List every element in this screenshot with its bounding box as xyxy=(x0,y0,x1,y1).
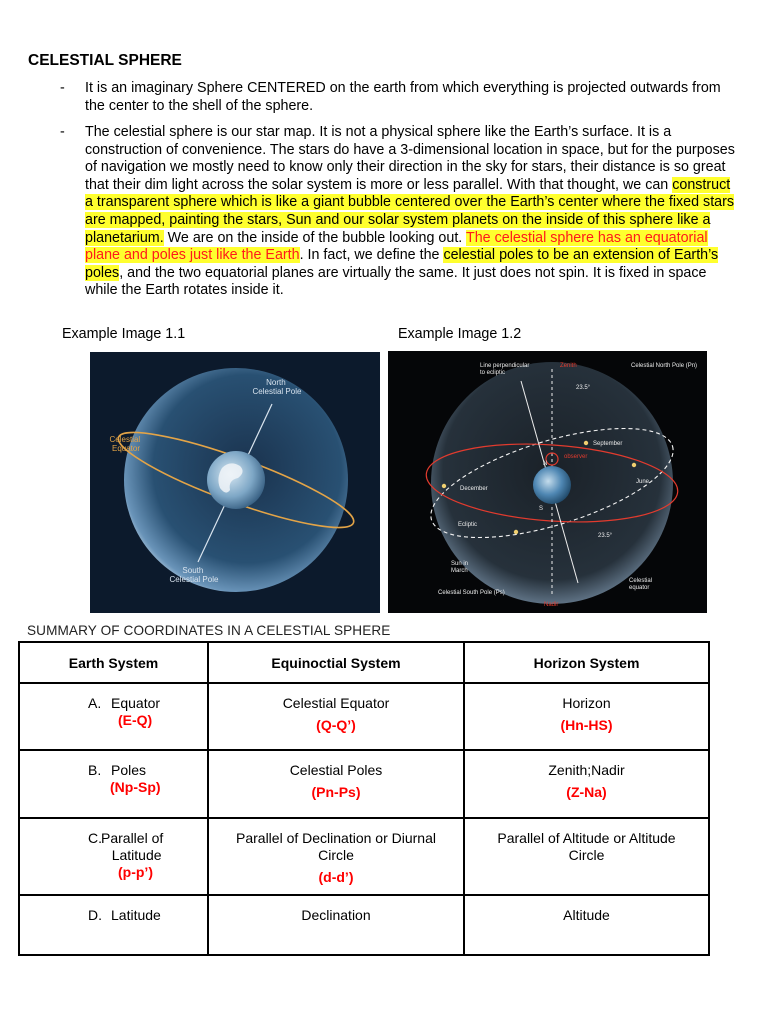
row-letter: B. xyxy=(88,762,102,778)
earth-term: Latitude xyxy=(111,907,161,923)
highlighted-segment: construct a transparent sphere which is like a giant bubble centered over the Earth’s center where the fixed stars are mapped, painting the stars, Sun and our solar system planets on the inside of this sphere like a planetarium. xyxy=(85,176,735,246)
earth-term-line: Latitude xyxy=(111,847,162,863)
label-observer: observer xyxy=(564,454,588,460)
horizon-term: Horizon xyxy=(562,695,611,711)
bullet-dash: - xyxy=(60,80,65,96)
paragraph-segment: The celestial sphere is our star map. It is not a physical sphere like the Earth’s surface. It is a construction of convenience. The stars do have a 3-dimensional location in space, but for the purposes of navigation we mostly need to know only their direction in the sky for stars, their distance is so great that their dim light across the solar system is more or less parallel. With that thought, we can xyxy=(85,124,735,193)
table-cell-equinoctial xyxy=(208,750,464,818)
horizon-term-line: Parallel of Altitude or Altitude xyxy=(497,830,676,846)
horizon-code: (Z-Na) xyxy=(566,784,607,800)
bullet-text-2 xyxy=(85,124,740,300)
label-celestial-north-pole: Celestial North Pole (Pn) xyxy=(631,363,698,369)
horizon-code: (Hn-HS) xyxy=(560,717,613,733)
table-cell-earth xyxy=(19,750,208,818)
table-cell-earth xyxy=(19,818,208,895)
label-september: September xyxy=(593,441,623,447)
table-cell-equinoctial xyxy=(208,818,464,895)
row-letter: A. xyxy=(88,695,102,711)
table-row xyxy=(19,683,709,750)
label-nadir: Nadir xyxy=(544,602,559,608)
celestial-sphere-image-2 xyxy=(388,351,707,613)
label-celestial-equator: Celestial equator xyxy=(629,578,653,591)
label-december: December xyxy=(460,486,488,492)
table-header-equinoctial-system: Equinoctial System xyxy=(208,642,464,683)
table-cell-horizon xyxy=(464,683,709,750)
bullet-item-1 xyxy=(60,80,740,115)
equinoctial-term: Celestial Poles xyxy=(289,762,383,778)
equinoctial-term-line: Parallel of Declination or Diurnal xyxy=(236,830,436,846)
image-caption-1: Example Image 1.1 xyxy=(62,326,186,342)
paragraph-segment: , and the two equatorial planes are virtually the same. It just does not spin. It is fixed in space while the Earth rotates inside it. xyxy=(85,264,707,299)
label-angle-bottom: 23.5° xyxy=(598,533,613,539)
label-line-perpendicular: Line perpendicular to ecliptic xyxy=(480,363,530,376)
bullet-dash: - xyxy=(60,124,65,140)
label-celestial-south-pole: Celestial South Pole (Ps) xyxy=(438,590,505,596)
label-north-celestial-pole: North Celestial Pole xyxy=(252,378,302,396)
celestial-sphere-image-1 xyxy=(90,352,380,613)
row-letter: D. xyxy=(88,907,102,923)
label-june: June xyxy=(636,479,650,485)
paragraph-segment: We are on the inside of the bubble looking out. xyxy=(163,229,466,246)
bullet-item-2 xyxy=(60,124,740,300)
equinoctial-term xyxy=(209,819,463,864)
table-row xyxy=(19,750,709,818)
label-sun-in-march: Sun in March xyxy=(451,561,469,574)
equinoctial-code: (d-d’) xyxy=(318,869,354,885)
equinoctial-code: (Q-Q’) xyxy=(316,717,356,733)
earth-term-line: Parallel of xyxy=(101,830,164,846)
earth-term xyxy=(101,830,163,864)
bullet-text-1: It is an imaginary Sphere CENTERED on the earth from which everything is projected outwards from the center to the shell of the sphere. xyxy=(85,80,721,114)
table-cell-horizon xyxy=(464,895,709,955)
table-cell-equinoctial xyxy=(208,683,464,750)
horizon-term: Zenith;Nadir xyxy=(548,762,625,778)
table-row xyxy=(19,895,709,955)
label-s: S xyxy=(539,506,544,512)
paragraph-segment: . In fact, we define the xyxy=(299,247,444,264)
horizon-term-line: Circle xyxy=(568,847,605,863)
label-angle-top: 23.5° xyxy=(576,385,591,391)
celestial-sphere-illustration-1 xyxy=(90,352,380,613)
earth-code: (Np-Sp) xyxy=(110,779,161,795)
earth-term: Equator xyxy=(111,695,161,711)
coordinates-table xyxy=(18,641,710,956)
summary-title: SUMMARY OF COORDINATES IN A CELESTIAL SPHERE xyxy=(27,623,391,638)
label-celestial-equator: Celestial Equator xyxy=(109,435,141,453)
earth-code: (p-p’) xyxy=(118,864,153,880)
horizon-term: Altitude xyxy=(563,907,610,923)
table-cell-horizon xyxy=(464,750,709,818)
earth-globe xyxy=(533,466,571,504)
earth-globe xyxy=(207,451,265,509)
label-n: N xyxy=(543,461,548,467)
earth-code: (E-Q) xyxy=(118,712,153,728)
table-header-row xyxy=(19,642,709,683)
table-cell-earth xyxy=(19,895,208,955)
equinoctial-term-line: Circle xyxy=(318,847,354,863)
table-cell-equinoctial xyxy=(208,895,464,955)
label-south-celestial-pole: South Celestial Pole xyxy=(169,566,219,584)
horizon-term xyxy=(465,819,708,864)
label-ecliptic: Ecliptic xyxy=(458,522,478,528)
equinoctial-term: Declination xyxy=(301,907,371,923)
table-header-earth-system: Earth System xyxy=(19,642,208,683)
table-cell-earth xyxy=(19,683,208,750)
equinoctial-term: Celestial Equator xyxy=(282,695,390,711)
highlighted-red-segment: The celestial sphere has an equatorial plane and poles just like the Earth xyxy=(85,229,708,264)
row-letter: C. xyxy=(88,830,102,846)
highlighted-segment: celestial poles to be an extension of Earth’s poles xyxy=(85,247,719,281)
page-title: CELESTIAL SPHERE xyxy=(28,52,182,69)
table-header-horizon-system: Horizon System xyxy=(464,642,709,683)
celestial-sphere-illustration-2 xyxy=(388,351,707,613)
label-zenith: Zenith xyxy=(560,363,577,369)
table-cell-horizon xyxy=(464,818,709,895)
earth-term: Poles xyxy=(111,762,147,778)
table-row xyxy=(19,818,709,895)
image-caption-2: Example Image 1.2 xyxy=(398,326,522,342)
equinoctial-code: (Pn-Ps) xyxy=(311,784,361,800)
